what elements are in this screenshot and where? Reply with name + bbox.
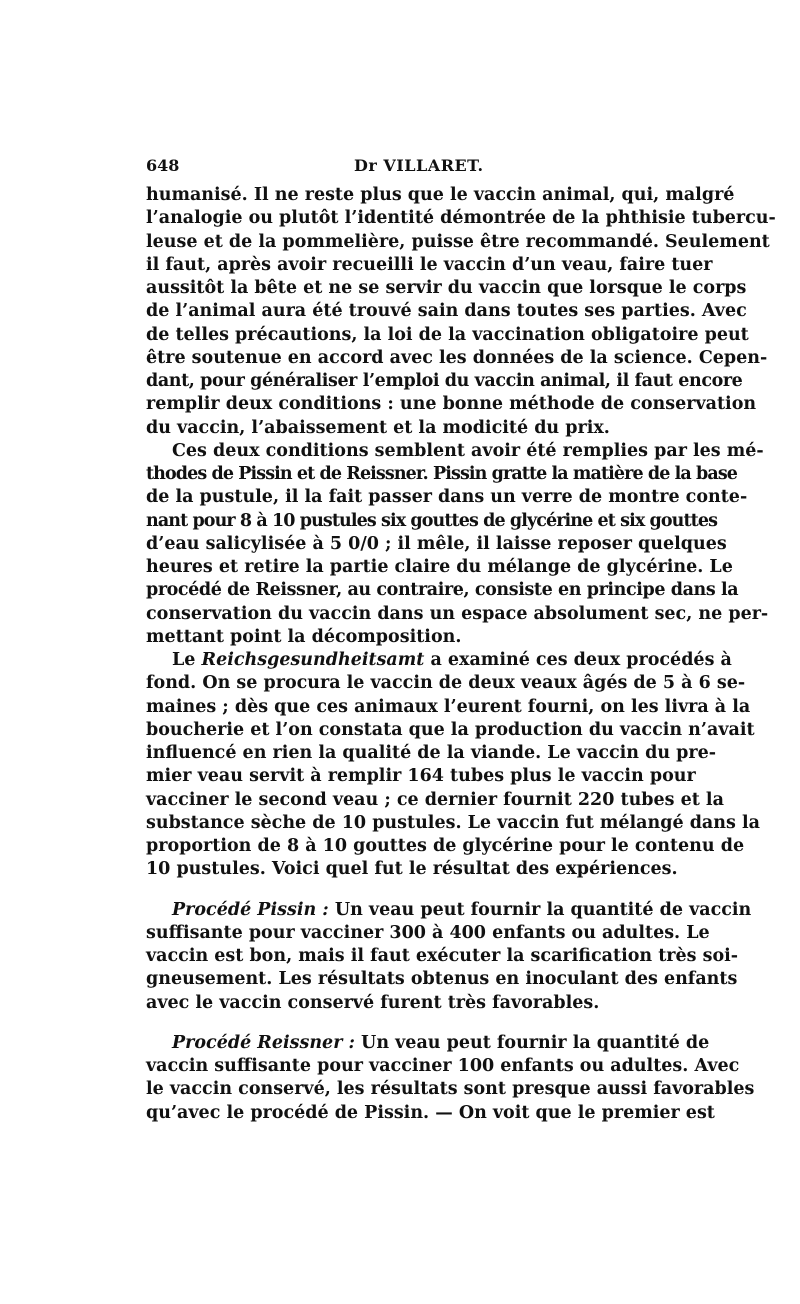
- running-title: Dr VILLARET.: [354, 156, 484, 175]
- text-line: humanisé. Il ne reste plus que le vaccin animal, qui, malgré: [146, 185, 735, 205]
- text-line: conservation du vaccin dans un espace absolument sec, ne per-: [146, 603, 769, 624]
- text-line: nant pour 8 à 10 pustules six gouttes de glycérine et six gouttes: [146, 510, 718, 531]
- text-line: gneusement. Les résultats obtenus en inoculant des enfants: [146, 969, 738, 990]
- italic-term: Procédé Pissin :: [172, 899, 329, 920]
- paragraph: [146, 899, 752, 1015]
- text-segment: a examiné ces deux procédés à: [424, 650, 732, 670]
- text-line: de la pustule, il la fait passer dans un verre de montre conte-: [146, 487, 748, 508]
- text-line: le vaccin conservé, les résultats sont presque aussi favorables: [146, 1079, 755, 1100]
- paragraph: [146, 184, 776, 440]
- text-line: thodes de Pissin et de Reissner. Pissin gratte la matière de la base: [146, 464, 738, 484]
- paragraph: [146, 1032, 755, 1125]
- text-segment: Un veau peut fournir la quantité de: [354, 1032, 710, 1053]
- text-line: leuse et de la pommelière, puisse être recommandé. Seulement: [146, 231, 770, 252]
- text-line: qu’avec le procédé de Pissin. — On voit que le premier est: [146, 1102, 715, 1123]
- text-line: influencé en rien la qualité de la viande. Le vaccin du pre-: [146, 743, 717, 763]
- text-line: du vaccin, l’abaissement et la modicité du prix.: [146, 417, 610, 438]
- text-line: remplir deux conditions : une bonne méthode de conservation: [146, 394, 757, 415]
- text-line: procédé de Reissner, au contraire, consiste en principe dans la: [146, 580, 739, 601]
- italic-term: Reichsgesundheitsamt: [201, 650, 425, 670]
- text-line: vacciner le second veau ; ce dernier fournit 220 tubes et la: [146, 789, 724, 810]
- text-line: 10 pustules. Voici quel fut le résultat des expériences.: [146, 859, 678, 880]
- text-line: vaccin est bon, mais il faut exécuter la scarification très soi-: [146, 946, 739, 966]
- text-line: boucherie et l’on constata que la production du vaccin n’avait: [146, 719, 755, 740]
- text-line: [146, 1032, 710, 1055]
- text-line: Ces deux conditions semblent avoir été remplies par les mé-: [172, 440, 764, 461]
- text-line: aussitôt la bête et ne se servir du vaccin que lorsque le corps: [146, 278, 747, 298]
- text-line: vaccin suffisante pour vacciner 100 enfants ou adultes. Avec: [146, 1056, 740, 1076]
- text-line: substance sèche de 10 pustules. Le vaccin fut mélangé dans la: [146, 812, 760, 833]
- text-segment: Le: [172, 650, 202, 670]
- text-line: maines ; dès que ces animaux l’eurent fourni, on les livra à la: [146, 696, 751, 717]
- text-segment: Un veau peut fournir la quantité de vaccin: [328, 899, 752, 920]
- text-line: mier veau servit à remplir 164 tubes plus le vaccin pour: [146, 766, 696, 787]
- text-line: avec le vaccin conservé furent très favorables.: [146, 992, 600, 1013]
- text-line: heures et retire la partie claire du mélange de glycérine. Le: [146, 557, 733, 577]
- italic-term: Procédé Reissner :: [172, 1032, 355, 1053]
- text-line: de telles précautions, la loi de la vaccination obligatoire peut: [146, 324, 749, 345]
- text-line: fond. On se procura le vaccin de deux veaux âgés de 5 à 6 se-: [146, 673, 746, 694]
- paragraph-spacer: [146, 1015, 680, 1032]
- page-header: [146, 156, 680, 182]
- paragraph: [146, 649, 760, 882]
- text-line: être soutenue en accord avec les données de la science. Cepen-: [146, 347, 768, 368]
- text-line: il faut, après avoir recueilli le vaccin d’un veau, faire tuer: [146, 254, 713, 275]
- body-text: [146, 184, 776, 1125]
- text-line: [146, 649, 732, 672]
- paragraph: [146, 440, 769, 649]
- text-line: [146, 899, 752, 922]
- paragraph-spacer: [146, 882, 680, 899]
- text-line: proportion de 8 à 10 gouttes de glycérine pour le contenu de: [146, 836, 745, 856]
- text-line: d’eau salicylisée à 5 0/0 ; il mêle, il laisse reposer quelques: [146, 533, 727, 554]
- page-number: 648: [146, 156, 180, 175]
- text-line: de l’animal aura été trouvé sain dans toutes ses parties. Avec: [146, 301, 747, 322]
- text-line: l’analogie ou plutôt l’identité démontrée de la phthisie tubercu-: [146, 208, 776, 229]
- text-line: dant, pour généraliser l’emploi du vaccin animal, il faut encore: [146, 371, 743, 391]
- text-line: suffisante pour vacciner 300 à 400 enfants ou adultes. Le: [146, 922, 710, 943]
- text-line: mettant point la décomposition.: [146, 626, 462, 647]
